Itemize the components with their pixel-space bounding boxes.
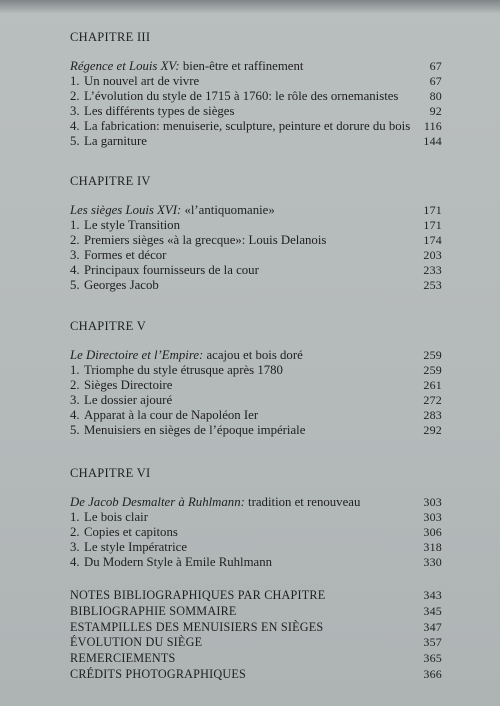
section-row: [70, 233, 442, 248]
page-number: 92: [429, 104, 442, 118]
section-number: 2.: [70, 378, 80, 392]
chapter-3: [70, 30, 442, 149]
section-title: Georges Jacob: [84, 278, 159, 292]
page-number: 67: [429, 74, 442, 88]
section-number: 3.: [70, 393, 80, 407]
page-number: 343: [423, 588, 442, 602]
back-matter-title: BIBLIOGRAPHIE SOMMAIRE: [70, 603, 237, 618]
page-number: 80: [429, 89, 442, 103]
section-title: La fabrication: menuiserie, sculpture, peinture et dorure du bois: [84, 119, 411, 133]
chapter-heading: CHAPITRE IV: [70, 174, 151, 188]
section-number: 3.: [70, 104, 80, 118]
back-matter-row: [70, 635, 442, 651]
chapter-heading: CHAPITRE III: [70, 30, 151, 44]
section-number: 2.: [70, 89, 80, 103]
back-matter: [70, 588, 442, 683]
back-matter-row: [70, 667, 442, 683]
section-number: 4.: [70, 119, 80, 133]
section-title: Copies et capitons: [84, 525, 178, 539]
section-row: [70, 74, 442, 89]
chapter-5: [70, 319, 442, 438]
page-number: 174: [423, 233, 442, 247]
chapter-title: [70, 59, 303, 74]
page-number: 365: [423, 651, 442, 666]
page-number: 303: [423, 510, 442, 524]
section-number: 5.: [70, 423, 80, 437]
chapter-title-rest: acajou et bois doré: [203, 348, 303, 362]
chapter-title: [70, 348, 303, 363]
back-matter-row: [70, 651, 442, 667]
page-number: 318: [423, 540, 442, 554]
page-number: 259: [423, 363, 442, 377]
section-row: [70, 263, 442, 278]
section-row: [70, 540, 442, 555]
page-number: 345: [423, 603, 442, 618]
chapter-title-row: [70, 203, 442, 218]
section-title: Un nouvel art de vivre: [84, 74, 200, 88]
page-number: 357: [423, 635, 442, 650]
chapter-heading: CHAPITRE VI: [70, 466, 151, 480]
chapter-title-row: [70, 348, 442, 363]
section-title: La garniture: [84, 134, 147, 148]
section-number: 2.: [70, 525, 80, 539]
section-title: Sièges Directoire: [84, 378, 173, 392]
section-title: Menuisiers en sièges de l’époque impériale: [84, 423, 306, 437]
chapter-title-rest: bien-être et raffinement: [179, 59, 304, 73]
page-number: 259: [423, 348, 442, 362]
back-matter-title: NOTES BIBLIOGRAPHIQUES PAR CHAPITRE: [70, 588, 326, 602]
chapter-title-row: [70, 59, 442, 74]
section-title: Principaux fournisseurs de la cour: [84, 263, 259, 277]
section-number: 1.: [70, 363, 80, 377]
back-matter-title: ÉVOLUTION DU SIÈGE: [70, 635, 203, 650]
section-row: [70, 510, 442, 525]
section-row: [70, 104, 442, 119]
section-number: 3.: [70, 540, 80, 554]
section-title: Premiers sièges «à la grecque»: Louis Delanois: [84, 233, 327, 247]
chapter-heading: CHAPITRE V: [70, 319, 147, 333]
section-row: [70, 248, 442, 263]
section-row: [70, 525, 442, 540]
page-number: 303: [423, 495, 442, 509]
section-title: Apparat à la cour de Napoléon Ier: [84, 408, 259, 422]
back-matter-row: [70, 588, 442, 604]
page-number: 347: [423, 619, 442, 634]
page-number: 233: [423, 263, 442, 277]
page-number: 203: [423, 248, 442, 262]
section-title: Le style Transition: [84, 218, 180, 232]
back-matter-row: [70, 604, 442, 620]
chapter-title-row: [70, 495, 442, 510]
section-number: 1.: [70, 74, 80, 88]
section-title: Le dossier ajouré: [84, 393, 173, 407]
page-number: 366: [423, 666, 442, 681]
section-number: 4.: [70, 263, 80, 277]
section-number: 1.: [70, 510, 80, 524]
section-number: 4.: [70, 408, 80, 422]
page-number: 330: [423, 555, 442, 569]
section-row: [70, 408, 442, 423]
page-number: 283: [423, 408, 442, 422]
chapter-6: [70, 466, 442, 570]
section-title: Les différents types de sièges: [84, 104, 235, 118]
back-matter-row: [70, 620, 442, 636]
page-number: 116: [423, 119, 442, 133]
section-title: Triomphe du style étrusque après 1780: [84, 363, 283, 377]
chapter-title: [70, 203, 275, 218]
chapter-title-italic: Régence et Louis XV:: [70, 59, 180, 73]
page-number: 306: [423, 525, 442, 539]
page-number: 171: [423, 203, 442, 217]
section-title: L’évolution du style de 1715 à 1760: le rôle des ornemanistes: [84, 89, 399, 103]
section-number: 2.: [70, 233, 80, 247]
chapter-title-italic: Le Directoire et l’Empire:: [70, 348, 204, 362]
section-row: [70, 218, 442, 233]
section-row: [70, 363, 442, 378]
section-title: Le style Impératrice: [84, 540, 188, 554]
page-number: 67: [429, 59, 442, 73]
section-number: 5.: [70, 134, 80, 148]
chapter-title-italic: Les sièges Louis XVI:: [70, 203, 182, 217]
section-row: [70, 555, 442, 570]
section-row: [70, 119, 442, 134]
chapter-title-rest: tradition et renouveau: [244, 495, 361, 509]
chapter-title-rest: «l’antiquomanie»: [181, 203, 275, 217]
page-number: 144: [423, 134, 442, 148]
section-number: 3.: [70, 248, 80, 262]
section-title: Du Modern Style à Emile Ruhlmann: [84, 555, 273, 569]
page-number: 261: [423, 378, 442, 392]
page-top-shadow: [0, 0, 500, 14]
page-number: 292: [423, 423, 442, 437]
section-row: [70, 134, 442, 149]
page-number: 272: [423, 393, 442, 407]
back-matter-title: ESTAMPILLES DES MENUISIERS EN SIÈGES: [70, 619, 324, 634]
section-number: 4.: [70, 555, 80, 569]
section-row: [70, 378, 442, 393]
back-matter-title: CRÉDITS PHOTOGRAPHIQUES: [70, 666, 247, 681]
section-title: Le bois clair: [84, 510, 148, 524]
page-number: 171: [423, 218, 442, 232]
section-title: Formes et décor: [84, 248, 167, 262]
chapter-4: [70, 174, 442, 293]
section-row: [70, 278, 442, 293]
section-number: 5.: [70, 278, 80, 292]
chapter-title-italic: De Jacob Desmalter à Ruhlmann:: [70, 495, 245, 509]
page-number: 253: [423, 278, 442, 292]
section-row: [70, 423, 442, 438]
back-matter-title: REMERCIEMENTS: [70, 651, 176, 666]
section-row: [70, 393, 442, 408]
chapter-title: [70, 495, 360, 510]
section-number: 1.: [70, 218, 80, 232]
section-row: [70, 89, 442, 104]
